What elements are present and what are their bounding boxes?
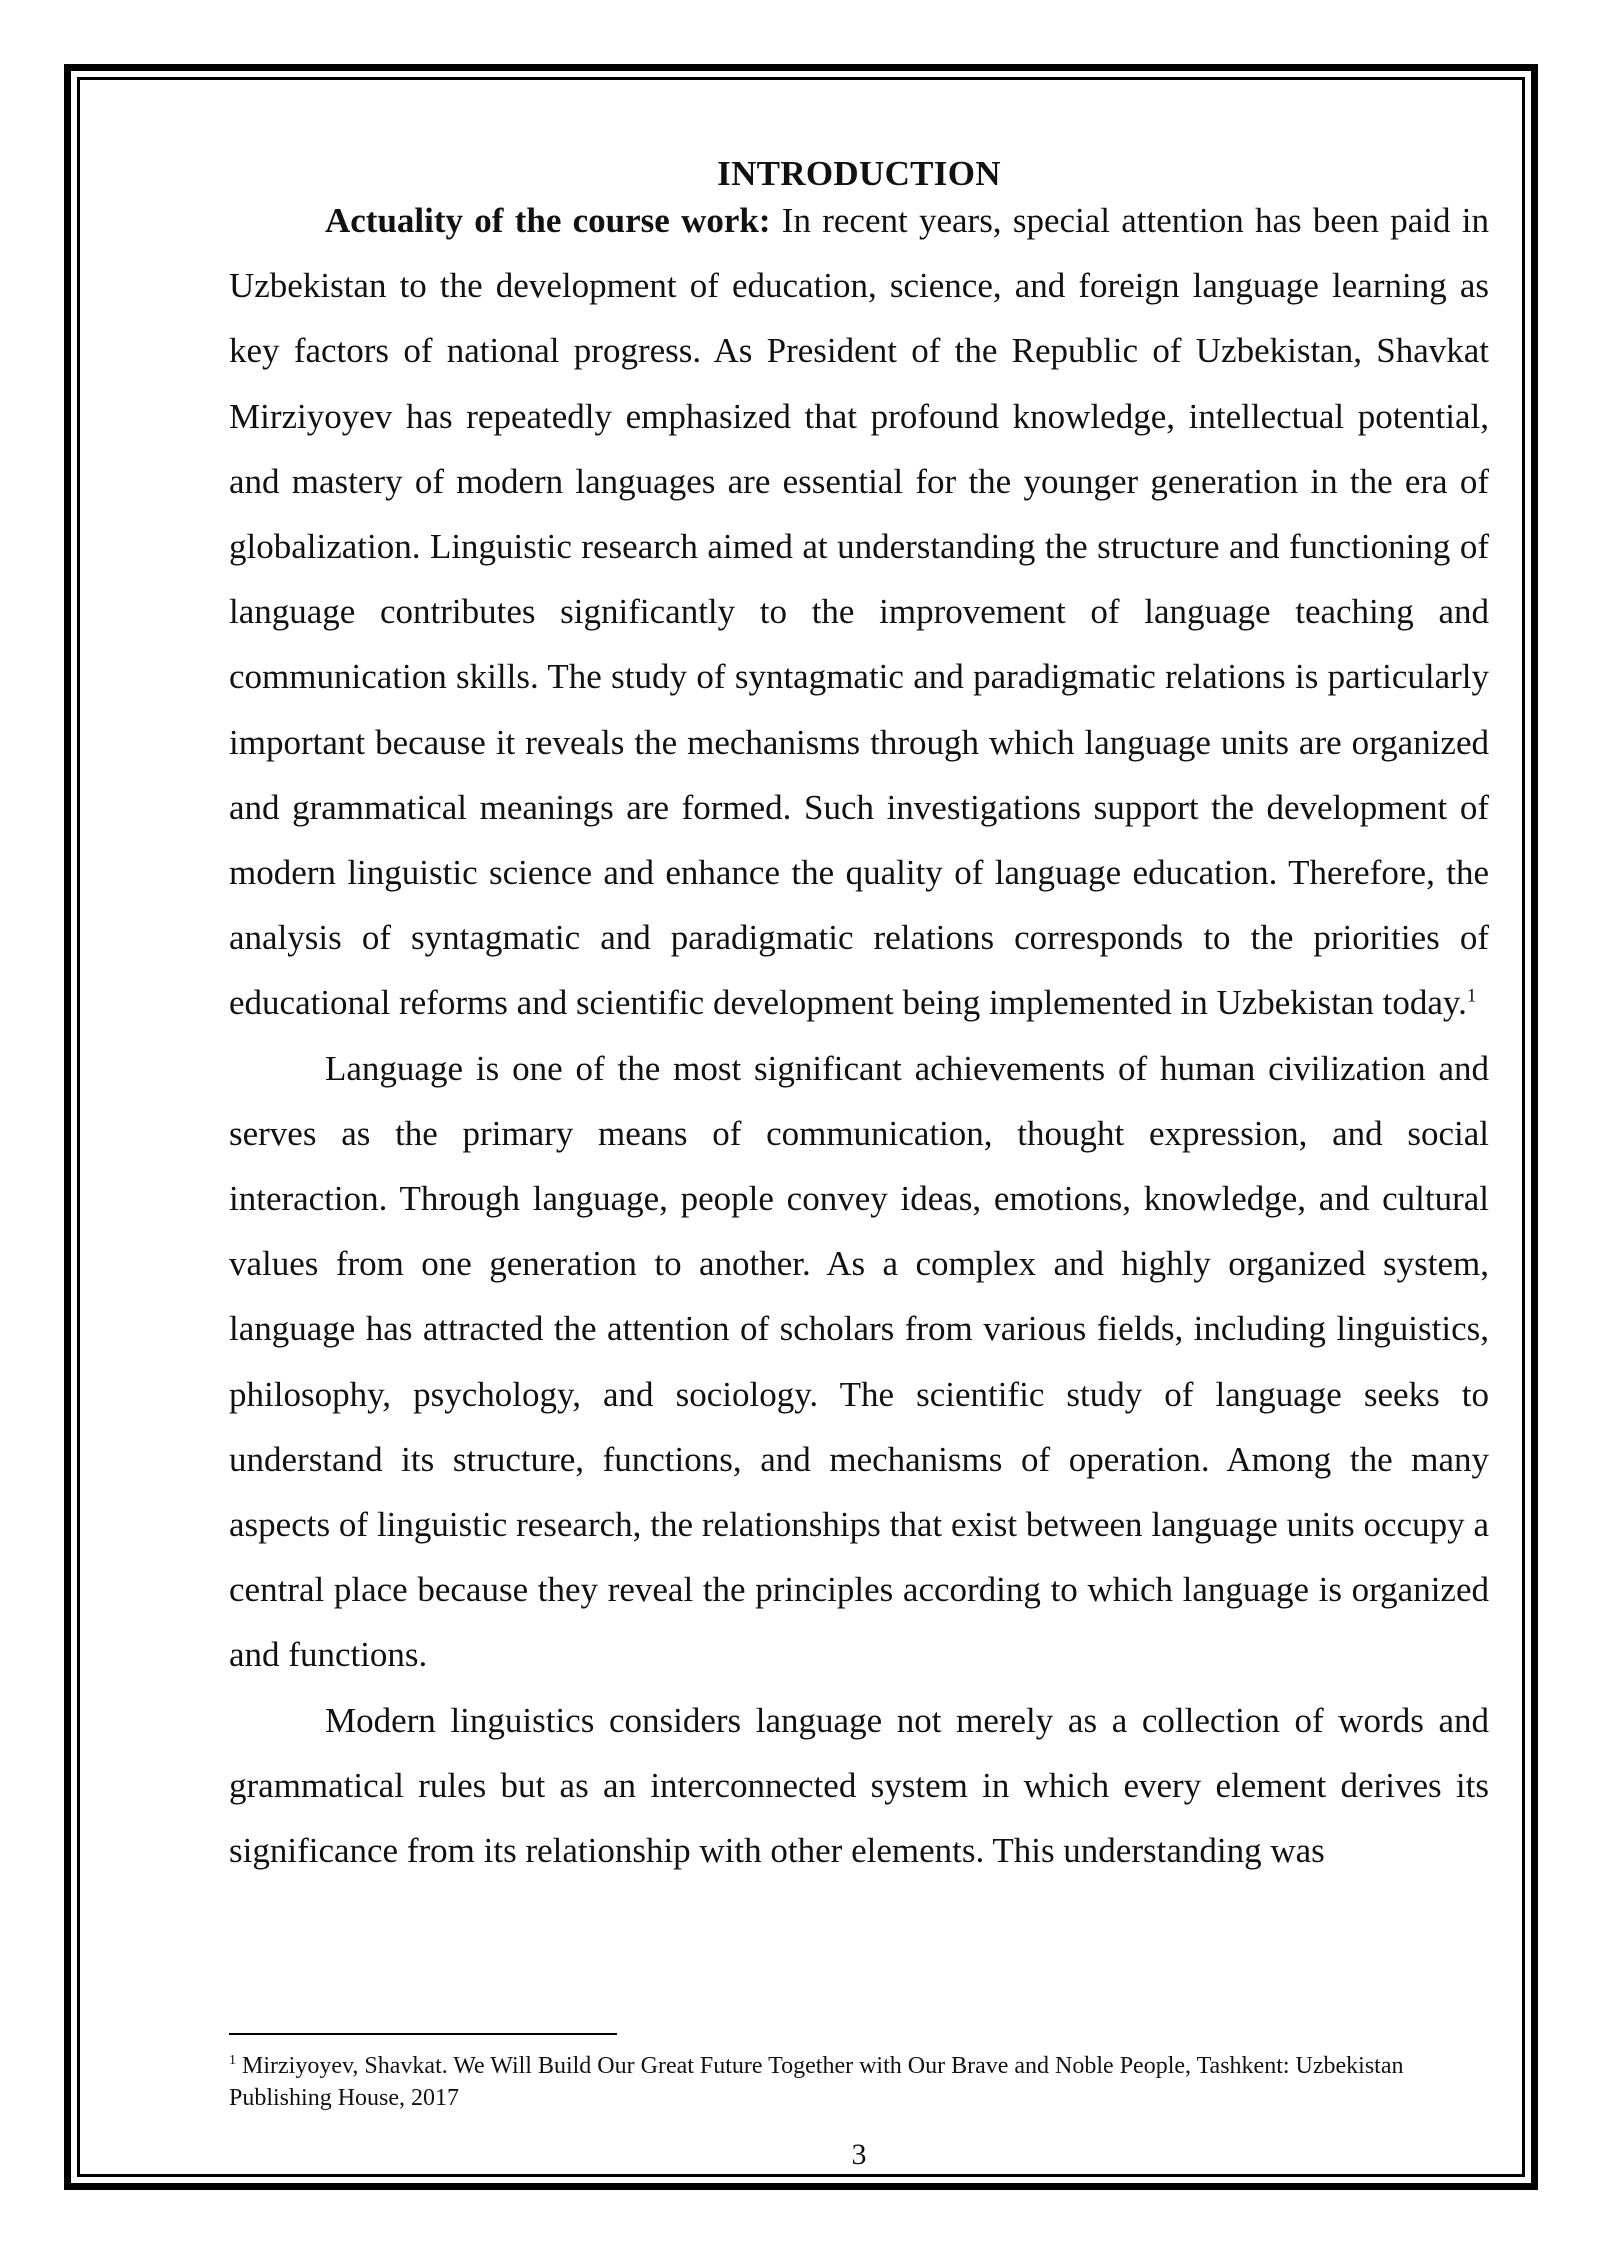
section-title: INTRODUCTION (717, 154, 1001, 193)
footnote-number: 1 (229, 2053, 236, 2068)
footnote (229, 2050, 1489, 2114)
footnote-text: Mirziyoyev, Shavkat. We Will Build Our Great Future Together with Our Brave and Noble People, Tashkent: Uzbekistan Publishing House, 2017 (229, 2053, 1404, 2111)
paragraph-lead: Actuality of the course work: (325, 201, 771, 240)
paragraph-modern-linguistics: Modern linguistics considers language not merely as a collection of words and grammatical rules but as an interconnected system in which every element derives its significance from its relationship with other elements. This understanding was (229, 1700, 1489, 1871)
paragraph-language: Language is one of the most significant achievements of human civilization and serves as the primary means of communication, thought expression, and social interaction. Through language, people convey ideas, emotions, knowledge, and cultural values from one generation to another. As a complex and highly organized system, language has attracted the attention of scholars from various fields, including linguistics, philosophy, psychology, and sociology. The scientific study of language seeks to understand its structure, functions, and mechanisms of operation. Among the many aspects of linguistic research, the relationships that exist between language units occupy a central place because they reveal the principles according to which language is organized and functions. (229, 1048, 1489, 1675)
footnote-reference[interactable]: 1 (1466, 985, 1477, 1007)
page-number: 3 (851, 2138, 867, 2171)
footnote-separator (229, 2033, 617, 2035)
page-content (229, 152, 1489, 1883)
paragraph-actuality (229, 188, 1489, 1036)
paragraph-text: In recent years, special attention has been paid in Uzbekistan to the development of education, science, and foreign language learning as key factors of national progress. As President of the Republic of Uzbekistan, Shavkat Mirziyoyev has repeatedly emphasized that profound knowledge, intellectual potential, and mastery of modern languages are essential for the younger generation in the era of globalization. Linguistic research aimed at understanding the structure and functioning of language contributes significantly to the improvement of language teaching and communication skills. The study of syntagmatic and paradigmatic relations is particularly important because it reveals the mechanisms through which language units are organized and grammatical meanings are formed. Such investigations support the development of modern linguistic science and enhance the quality of language education. Therefore, the analysis of syntagmatic and paradigmatic relations corresponds to the priorities of educational reforms and scientific development being implemented in Uzbekistan today. (229, 201, 1489, 1023)
